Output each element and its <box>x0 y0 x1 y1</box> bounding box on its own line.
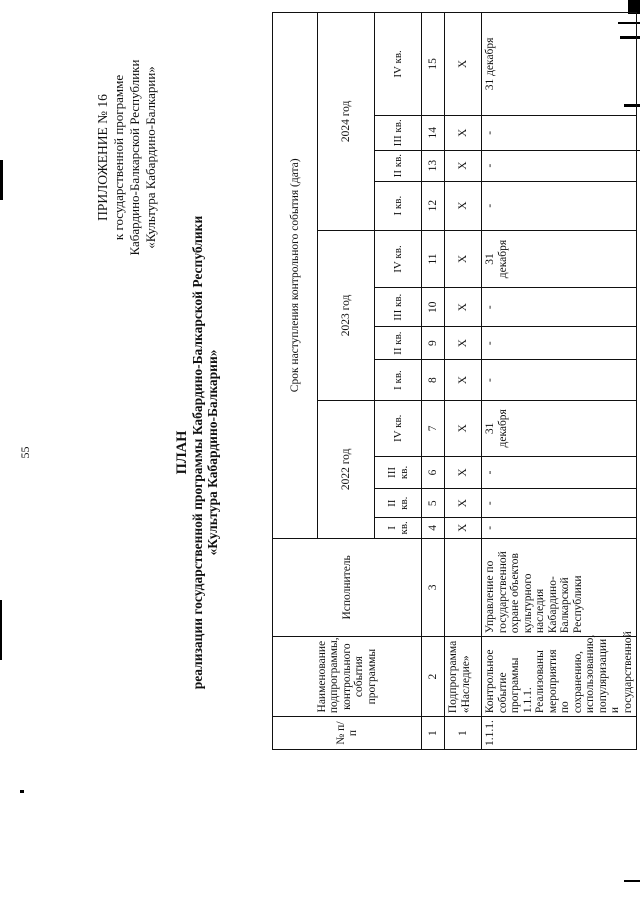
header-quarter: II кв. <box>375 327 422 360</box>
header-quarter: III кв. <box>375 288 422 327</box>
row-cell: X <box>445 327 482 360</box>
row-cell: - <box>482 518 637 539</box>
plan-subtitle-line1: реализации государственной программы Кабардино-Балкарской Республики <box>190 215 205 690</box>
column-number: 8 <box>422 360 445 401</box>
header-executor: Исполнитель <box>273 538 422 637</box>
column-number: 15 <box>422 13 445 116</box>
column-number: 3 <box>422 538 445 637</box>
column-number: 10 <box>422 288 445 327</box>
row-cell: - <box>482 288 637 327</box>
table-row <box>445 13 482 750</box>
page-number: 55 <box>18 446 32 459</box>
header-year-2024: 2024 год <box>318 13 375 231</box>
table-row <box>482 13 637 750</box>
row-name: Подпрограмма «Наследие» <box>445 637 482 717</box>
header-quarter: I кв. <box>375 518 422 539</box>
header-year-2023: 2023 год <box>318 230 375 400</box>
row-cell: - <box>482 115 637 150</box>
row-cell: - <box>482 360 637 401</box>
header-name: Наименование подпрограммы, контрольного события программы <box>273 637 422 717</box>
plan-table <box>272 12 637 750</box>
row-cell: X <box>445 13 482 116</box>
row-cell: X <box>445 456 482 489</box>
column-number: 5 <box>422 489 445 518</box>
header-num: № п/п <box>273 717 422 750</box>
row-cell: - <box>482 327 637 360</box>
row-cell: X <box>445 115 482 150</box>
annex-line: «Культура Кабардино-Балкарии» <box>143 66 158 249</box>
row-cell: X <box>445 401 482 456</box>
header-quarter: IV кв. <box>375 13 422 116</box>
plan-subtitle-line2: «Культура Кабардино-Балкарии» <box>205 349 220 556</box>
header-year-2022: 2022 год <box>318 401 375 539</box>
row-cell: - <box>482 456 637 489</box>
plan-heading <box>175 0 220 905</box>
column-number: 6 <box>422 456 445 489</box>
column-number: 9 <box>422 327 445 360</box>
row-num: 1 <box>445 717 482 750</box>
row-cell: - <box>482 181 637 230</box>
plan-title: ПЛАН <box>174 430 190 475</box>
header-quarter: II кв. <box>375 150 422 181</box>
column-number: 2 <box>422 637 445 717</box>
row-name: Контрольное событие программы 1.1.1. Реализованы мероприятия по сохранению, использованию, популяризации и государственной <box>482 637 637 717</box>
column-number: 4 <box>422 518 445 539</box>
row-num: 1.1.1. <box>482 717 637 750</box>
header-quarter: III кв. <box>375 456 422 489</box>
column-number: 14 <box>422 115 445 150</box>
column-number: 1 <box>422 717 445 750</box>
column-number: 12 <box>422 181 445 230</box>
row-cell: X <box>445 230 482 287</box>
annex-title: ПРИЛОЖЕНИЕ № 16 <box>95 94 110 221</box>
row-cell: 31 декабря <box>482 13 637 116</box>
annex-block <box>95 10 159 305</box>
row-executor: Управление по государственной охране объектов культурного наследия Кабардино-Балкарской Республики <box>482 538 637 637</box>
header-deadline: Срок наступления контрольного события (дата) <box>273 13 318 539</box>
row-cell: X <box>445 181 482 230</box>
row-cell: 31 декабря <box>482 230 637 287</box>
header-quarter: IV кв. <box>375 230 422 287</box>
column-number: 7 <box>422 401 445 456</box>
annex-line: Кабардино-Балкарской Республики <box>127 59 142 256</box>
column-number: 13 <box>422 150 445 181</box>
header-quarter: I кв. <box>375 360 422 401</box>
header-quarter: I кв. <box>375 181 422 230</box>
header-quarter: II кв. <box>375 489 422 518</box>
row-cell: X <box>445 489 482 518</box>
header-quarter: IV кв. <box>375 401 422 456</box>
row-cell: - <box>482 489 637 518</box>
row-cell: X <box>445 518 482 539</box>
row-cell: X <box>445 360 482 401</box>
column-number: 11 <box>422 230 445 287</box>
annex-line: к государственной программе <box>111 74 126 241</box>
row-cell: X <box>445 150 482 181</box>
row-cell: X <box>445 288 482 327</box>
header-quarter: III кв. <box>375 115 422 150</box>
row-cell: - <box>482 150 637 181</box>
row-executor <box>445 538 482 637</box>
row-cell: 31 декабря <box>482 401 637 456</box>
